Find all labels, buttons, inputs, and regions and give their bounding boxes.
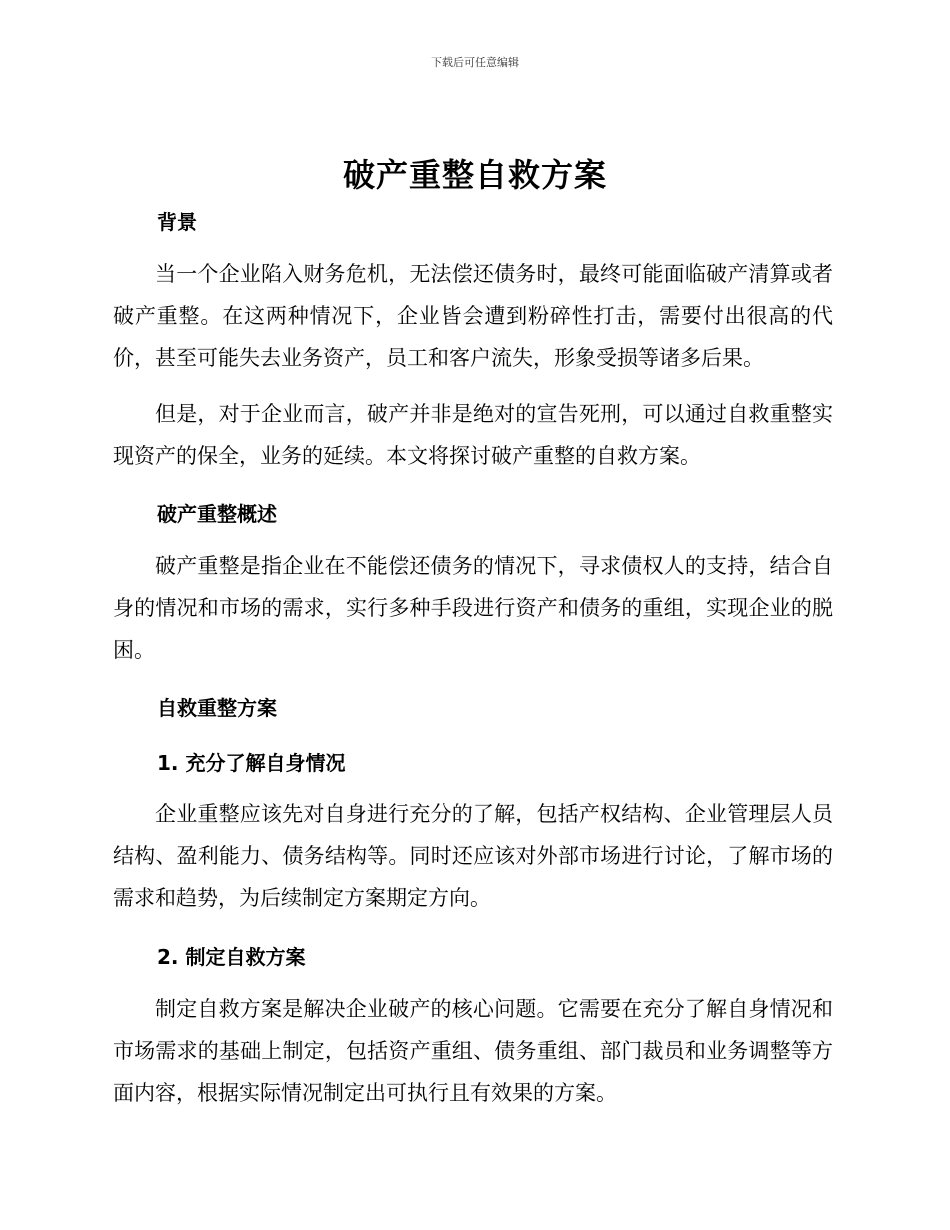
paragraph-overview: 破产重整是指企业在不能偿还债务的情况下，寻求债权人的支持，结合自身的情况和市场的需求，实行多种手段进行资产和债务的重组，实现企业的脱困。 — [113, 554, 833, 662]
paragraph-background-1: 当一个企业陷入财务危机，无法偿还债务时，最终可能面临破产清算或者破产重整。在这两种情况下，企业皆会遭到粉碎性打击，需要付出很高的代价，甚至可能失去业务资产，员工和客户流失，形象受损等诸多后果。 — [113, 262, 833, 370]
subsection-heading-1: 1. 充分了解自身情况 — [157, 751, 346, 775]
paragraph-subsection-2: 制定自救方案是解决企业破产的核心问题。它需要在充分了解自身情况和市场需求的基础上制定，包括资产重组、债务重组、部门裁员和业务调整等方面内容，根据实际情况制定出可执行且有效果的方案。 — [113, 997, 833, 1105]
paragraph-subsection-1: 企业重整应该先对自身进行充分的了解，包括产权结构、企业管理层人员结构、盈利能力、债务结构等。同时还应该对外部市场进行讨论，了解市场的需求和趋势，为后续制定方案期定方向。 — [113, 802, 833, 910]
paragraph-background-2: 但是，对于企业而言，破产并非是绝对的宣告死刑，可以通过自救重整实现资产的保全，业务的延续。本文将探讨破产重整的自救方案。 — [113, 402, 833, 468]
section-heading-overview: 破产重整概述 — [157, 502, 277, 526]
section-heading-self-rescue-plan: 自救重整方案 — [157, 696, 277, 720]
subsection-heading-2: 2. 制定自救方案 — [157, 945, 306, 969]
page-header-note: 下载后可任意编辑 — [431, 56, 519, 69]
section-heading-background: 背景 — [157, 210, 197, 234]
document-title: 破产重整自救方案 — [342, 156, 607, 194]
